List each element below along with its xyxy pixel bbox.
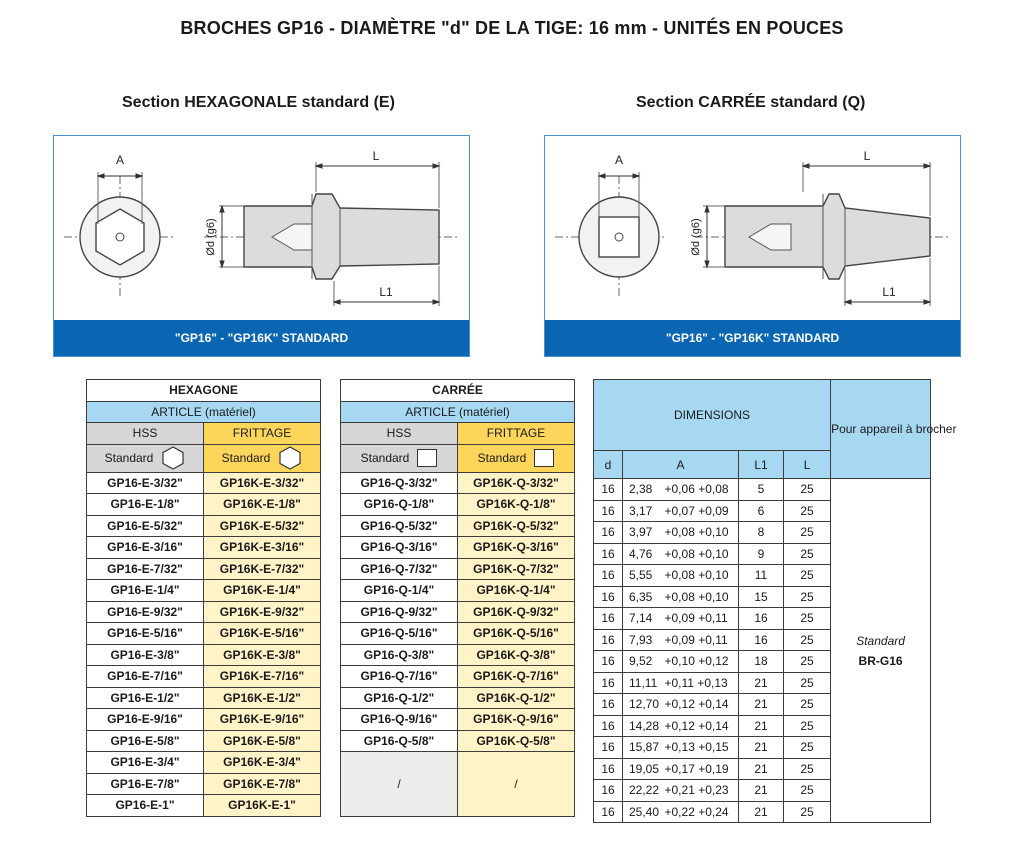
dim-l-value: 25 [784,543,831,565]
dim-l-value: 25 [784,651,831,673]
dim-l1-value: 16 [739,629,784,651]
standard-frittage-cell [458,444,575,472]
frittage-part-number: GP16K-E-5/32" [204,515,321,537]
frittage-part-number: GP16K-E-9/16" [204,709,321,731]
hss-header: HSS [341,423,458,445]
hss-part-number: GP16-E-7/16" [87,666,204,688]
frittage-part-number: GP16K-Q-3/16" [458,537,575,559]
appareil-code: BR-G16 [858,653,903,668]
dim-a-value: 14,28 [623,715,661,737]
frittage-part-number: GP16K-E-7/8" [204,773,321,795]
frittage-part-number: GP16K-Q-5/8" [458,730,575,752]
hss-part-number: GP16-E-1" [87,795,204,817]
standard-label: Standard [360,451,410,465]
dim-l-label: L [863,149,871,163]
frittage-part-number: GP16K-Q-9/16" [458,709,575,731]
hss-part-number: GP16-E-7/8" [87,773,204,795]
table-row [87,515,321,537]
dim-a-tolerance: +0,13 +0,15 [661,737,739,759]
dim-d-value: 16 [594,737,623,759]
table-row [87,580,321,602]
hex-broach-drawing [54,136,471,322]
dim-l-value: 25 [784,780,831,802]
frittage-part-number: GP16K-Q-7/16" [458,666,575,688]
dim-d-value: 16 [594,672,623,694]
dim-d-value: 16 [594,694,623,716]
hss-part-number: GP16-Q-3/32" [341,472,458,494]
dim-l1-value: 21 [739,801,784,823]
square-section-title: Section CARRÉE standard (Q) [636,94,866,111]
dim-a-value: 25,40 [623,801,661,823]
hss-part-number: GP16-Q-5/32" [341,515,458,537]
dim-a-value: 2,38 [623,479,661,501]
hss-part-number: GP16-E-5/16" [87,623,204,645]
col-l-header: L [784,451,831,479]
table-row [87,601,321,623]
hss-header: HSS [87,423,204,445]
square-icon [417,449,437,467]
frittage-part-number: GP16K-Q-9/32" [458,601,575,623]
dim-a-value: 22,22 [623,780,661,802]
table-row [594,479,931,501]
dim-l-value: 25 [784,715,831,737]
hss-part-number: GP16-E-5/8" [87,730,204,752]
table-row [341,730,575,752]
article-header: ARTICLE (matériel) [341,401,575,423]
dim-a-label: A [614,153,624,167]
frittage-part-number: GP16K-Q-3/8" [458,644,575,666]
dim-d-value: 16 [594,543,623,565]
dim-l-value: 25 [784,801,831,823]
frittage-part-number: GP16K-E-1/8" [204,494,321,516]
dim-l-value: 25 [784,694,831,716]
dim-a-tolerance: +0,09 +0,11 [661,629,739,651]
table-row [87,773,321,795]
carree-title: CARRÉE [341,380,575,402]
dim-l-value: 25 [784,586,831,608]
dim-a-tolerance: +0,09 +0,11 [661,608,739,630]
standard-label: Standard [104,451,154,465]
dim-a-value: 5,55 [623,565,661,587]
frittage-part-number: GP16K-Q-5/32" [458,515,575,537]
square-drawing-panel [544,135,961,357]
table-row [341,644,575,666]
table-row [87,623,321,645]
frittage-part-number: GP16K-E-1" [204,795,321,817]
dim-l1-value: 15 [739,586,784,608]
table-row [341,601,575,623]
dim-a-tolerance: +0,12 +0,14 [661,694,739,716]
frittage-part-number: GP16K-E-5/16" [204,623,321,645]
table-row [341,515,575,537]
frittage-part-number: GP16K-Q-7/32" [458,558,575,580]
table-row [87,795,321,817]
dim-a-value: 12,70 [623,694,661,716]
carree-table [340,379,575,817]
hss-part-number: GP16-Q-9/16" [341,709,458,731]
frittage-part-number: GP16K-Q-3/32" [458,472,575,494]
hss-part-number: GP16-E-3/4" [87,752,204,774]
hss-part-number: GP16-E-1/2" [87,687,204,709]
dim-d-value: 16 [594,629,623,651]
square-panel-band: "GP16" - "GP16K" STANDARD [545,320,960,356]
hss-part-number: GP16-Q-1/2" [341,687,458,709]
hss-part-number: GP16-E-9/16" [87,709,204,731]
frittage-header: FRITTAGE [458,423,575,445]
dim-d-value: 16 [594,651,623,673]
dim-l1-value: 21 [739,758,784,780]
page-title: BROCHES GP16 - DIAMÈTRE "d" DE LA TIGE: 16 mm - UNITÉS EN POUCES [180,18,844,38]
dim-a-value: 15,87 [623,737,661,759]
frittage-part-number: GP16K-E-7/16" [204,666,321,688]
square-broach-drawing [545,136,962,322]
col-l1-header: L1 [739,451,784,479]
table-row [87,644,321,666]
standard-frittage-cell [204,444,321,472]
dim-a-value: 11,11 [623,672,661,694]
table-row [87,494,321,516]
dim-a-value: 6,35 [623,586,661,608]
dim-d-value: 16 [594,801,623,823]
dim-l1-value: 11 [739,565,784,587]
hss-part-number: GP16-E-5/32" [87,515,204,537]
dim-l1-label: L1 [379,285,393,299]
frittage-header: FRITTAGE [204,423,321,445]
dim-a-value: 3,17 [623,500,661,522]
dim-a-tolerance: +0,17 +0,19 [661,758,739,780]
dim-l1-value: 6 [739,500,784,522]
standard-label: Standard [477,451,527,465]
dim-d-value: 16 [594,758,623,780]
hss-part-number: GP16-E-1/4" [87,580,204,602]
hexagon-icon [278,446,302,470]
frittage-part-number: GP16K-Q-1/2" [458,687,575,709]
hss-part-number: GP16-Q-5/16" [341,623,458,645]
dim-a-tolerance: +0,07 +0,09 [661,500,739,522]
col-a-header: A [623,451,739,479]
frittage-part-number: GP16K-E-1/4" [204,580,321,602]
appareil-header: Pour appareil à brocher [831,380,931,479]
dim-a-tolerance: +0,22 +0,24 [661,801,739,823]
dim-a-tolerance: +0,08 +0,10 [661,522,739,544]
standard-label: Standard [221,451,271,465]
article-header: ARTICLE (matériel) [87,401,321,423]
dim-d-value: 16 [594,586,623,608]
dim-d-value: 16 [594,715,623,737]
table-row [87,472,321,494]
dim-l-value: 25 [784,608,831,630]
table-row [341,666,575,688]
dim-d-value: 16 [594,500,623,522]
dim-l-value: 25 [784,737,831,759]
dim-l1-value: 21 [739,737,784,759]
dim-l1-value: 21 [739,780,784,802]
frittage-part-number: GP16K-E-7/32" [204,558,321,580]
dim-a-tolerance: +0,10 +0,12 [661,651,739,673]
dim-d-value: 16 [594,565,623,587]
dim-l-value: 25 [784,500,831,522]
frittage-part-number: GP16K-E-3/32" [204,472,321,494]
dim-a-value: 3,97 [623,522,661,544]
hss-part-number: GP16-Q-3/16" [341,537,458,559]
dimensions-table [593,379,957,823]
hexagon-icon [161,446,185,470]
hexagone-title: HEXAGONE [87,380,321,402]
dim-l1-value: 9 [739,543,784,565]
hss-part-number: GP16-E-3/16" [87,537,204,559]
hss-part-number: GP16-Q-3/8" [341,644,458,666]
dim-d-value: 16 [594,479,623,501]
table-row [87,666,321,688]
empty-frittage-cell: / [458,752,575,817]
col-d-header: d [594,451,623,479]
table-row [341,472,575,494]
table-row [341,494,575,516]
dim-a-value: 7,93 [623,629,661,651]
table-row [87,537,321,559]
dim-d-value: 16 [594,522,623,544]
standard-hss-cell [341,444,458,472]
dimensions-header: DIMENSIONS [594,380,831,451]
dim-a-value: 7,14 [623,608,661,630]
hex-section-title: Section HEXAGONALE standard (E) [122,94,395,111]
hss-part-number: GP16-Q-9/32" [341,601,458,623]
dim-d-value: 16 [594,608,623,630]
frittage-part-number: GP16K-E-3/4" [204,752,321,774]
dim-l1-value: 21 [739,672,784,694]
table-row [87,730,321,752]
dim-a-label: A [115,153,125,167]
dim-l1-value: 16 [739,608,784,630]
hexagone-table [86,379,321,817]
square-icon [534,449,554,467]
table-row [87,687,321,709]
dim-l-value: 25 [784,629,831,651]
dim-a-tolerance: +0,11 +0,13 [661,672,739,694]
dim-a-tolerance: +0,21 +0,23 [661,780,739,802]
frittage-part-number: GP16K-E-3/8" [204,644,321,666]
table-row [87,752,321,774]
dim-a-tolerance: +0,08 +0,10 [661,565,739,587]
dim-l-value: 25 [784,565,831,587]
table-row [341,709,575,731]
table-row [87,709,321,731]
dim-l-value: 25 [784,522,831,544]
dim-a-tolerance: +0,08 +0,10 [661,586,739,608]
dim-l-value: 25 [784,672,831,694]
dim-l-label: L [372,149,380,163]
dim-l1-value: 21 [739,715,784,737]
standard-hss-cell [87,444,204,472]
hss-part-number: GP16-E-9/32" [87,601,204,623]
dim-l1-label: L1 [882,285,896,299]
table-row [341,580,575,602]
table-row [341,687,575,709]
dim-l-value: 25 [784,479,831,501]
table-row [341,558,575,580]
hex-drawing-panel [53,135,470,357]
dim-a-tolerance: +0,12 +0,14 [661,715,739,737]
frittage-part-number: GP16K-Q-5/16" [458,623,575,645]
dim-a-value: 4,76 [623,543,661,565]
frittage-part-number: GP16K-Q-1/4" [458,580,575,602]
frittage-part-number: GP16K-E-1/2" [204,687,321,709]
dim-l1-value: 21 [739,694,784,716]
hss-part-number: GP16-E-3/8" [87,644,204,666]
dim-d-label: Ød (g6) [690,218,702,256]
dim-a-tolerance: +0,08 +0,10 [661,543,739,565]
dim-a-tolerance: +0,06 +0,08 [661,479,739,501]
hex-panel-band: "GP16" - "GP16K" STANDARD [54,320,469,356]
hss-part-number: GP16-Q-7/32" [341,558,458,580]
frittage-part-number: GP16K-E-9/32" [204,601,321,623]
dim-a-value: 9,52 [623,651,661,673]
dim-l1-value: 18 [739,651,784,673]
table-row [87,558,321,580]
hss-part-number: GP16-Q-1/8" [341,494,458,516]
frittage-part-number: GP16K-Q-1/8" [458,494,575,516]
frittage-part-number: GP16K-E-3/16" [204,537,321,559]
hss-part-number: GP16-Q-7/16" [341,666,458,688]
appareil-standard: Standard [856,633,905,648]
hss-part-number: GP16-Q-1/4" [341,580,458,602]
dim-l-value: 25 [784,758,831,780]
dim-l1-value: 5 [739,479,784,501]
frittage-part-number: GP16K-E-5/8" [204,730,321,752]
dim-d-label: Ød (g6) [205,218,217,256]
hss-part-number: GP16-E-3/32" [87,472,204,494]
hss-part-number: GP16-Q-5/8" [341,730,458,752]
hss-part-number: GP16-E-1/8" [87,494,204,516]
hss-part-number: GP16-E-7/32" [87,558,204,580]
appareil-cell [831,479,931,823]
table-row [341,537,575,559]
dim-d-value: 16 [594,780,623,802]
dim-l1-value: 8 [739,522,784,544]
dim-a-value: 19,05 [623,758,661,780]
empty-hss-cell: / [341,752,458,817]
table-row [341,623,575,645]
